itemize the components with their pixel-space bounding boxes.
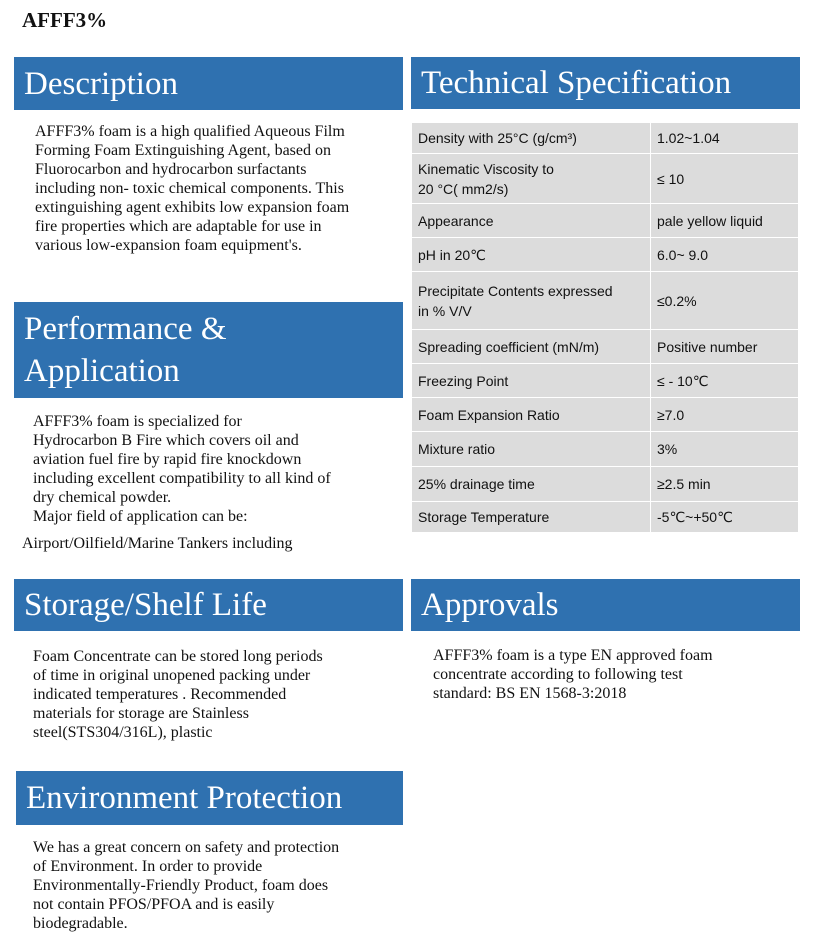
table-row	[412, 432, 799, 467]
performance-heading	[14, 302, 403, 398]
spec-name: Density with 25°C (g/cm³)	[412, 123, 651, 154]
approvals-heading: Approvals	[411, 579, 800, 631]
spec-value: ≤ 10	[651, 154, 799, 204]
table-row	[412, 123, 799, 154]
table-row	[412, 502, 799, 533]
spec-name: Freezing Point	[412, 364, 651, 398]
spec-value: 6.0~ 9.0	[651, 238, 799, 272]
technical-heading: Technical Specification	[411, 57, 800, 109]
table-row	[412, 330, 799, 364]
spec-value: 1.02~1.04	[651, 123, 799, 154]
storage-text: Foam Concentrate can be stored long periods of time in original unopened packing under indicated temperatures . Recommended materials for storage are Stainless steel(STS304/316L), plastic	[33, 648, 323, 741]
table-row	[412, 204, 799, 238]
table-row	[412, 154, 799, 204]
spec-value: 3%	[651, 432, 799, 467]
table-row	[412, 398, 799, 432]
performance-text-last: Airport/Oilfield/Marine Tankers including	[22, 535, 293, 552]
spec-value: ≤ - 10℃	[651, 364, 799, 398]
spec-name: Appearance	[412, 204, 651, 238]
spec-name: pH in 20℃	[412, 238, 651, 272]
environment-heading: Environment Protection	[16, 771, 403, 825]
performance-text: AFFF3% foam is specialized for Hydrocarbon B Fire which covers oil and aviation fuel fire by rapid fire knockdown including excellent compatibility to all kind of dry chemical powder. Major field of application can be:	[33, 413, 331, 525]
spec-name: Foam Expansion Ratio	[412, 398, 651, 432]
spec-value: Positive number	[651, 330, 799, 364]
table-row	[412, 238, 799, 272]
description-heading: Description	[14, 57, 403, 110]
spec-value: ≤0.2%	[651, 272, 799, 330]
spec-table	[411, 122, 799, 533]
performance-heading-line2: Application	[24, 353, 180, 389]
spec-name: 25% drainage time	[412, 467, 651, 502]
spec-value: -5℃~+50℃	[651, 502, 799, 533]
page-title: AFFF3%	[22, 8, 108, 32]
spec-name: Precipitate Contents expressed in % V/V	[412, 272, 651, 330]
table-row	[412, 467, 799, 502]
approvals-text: AFFF3% foam is a type EN approved foam concentrate according to following test standard: BS EN 1568-3:2018	[433, 647, 713, 702]
spec-name: Mixture ratio	[412, 432, 651, 467]
table-row	[412, 364, 799, 398]
performance-heading-line1: Performance &	[24, 311, 227, 347]
spec-value: ≥7.0	[651, 398, 799, 432]
spec-value: ≥2.5 min	[651, 467, 799, 502]
environment-text: We has a great concern on safety and protection of Environment. In order to provide Environmentally-Friendly Product, foam does not contain PFOS/PFOA and is easily biodegradable.	[33, 839, 340, 932]
spec-value: pale yellow liquid	[651, 204, 799, 238]
table-row	[412, 272, 799, 330]
spec-name: Storage Temperature	[412, 502, 651, 533]
description-text: AFFF3% foam is a high qualified Aqueous Film Forming Foam Extinguishing Agent, based on Fluorocarbon and hydrocarbon surfactants including non- toxic chemical components. This extinguishing agent exhibits low expansion foam fire properties which are adaptable for use in various low-expansion foam equipment's.	[35, 123, 350, 254]
spec-name: Spreading coefficient (mN/m)	[412, 330, 651, 364]
spec-name: Kinematic Viscosity to 20 °C( mm2/s)	[412, 154, 651, 204]
storage-heading: Storage/Shelf Life	[14, 579, 403, 631]
